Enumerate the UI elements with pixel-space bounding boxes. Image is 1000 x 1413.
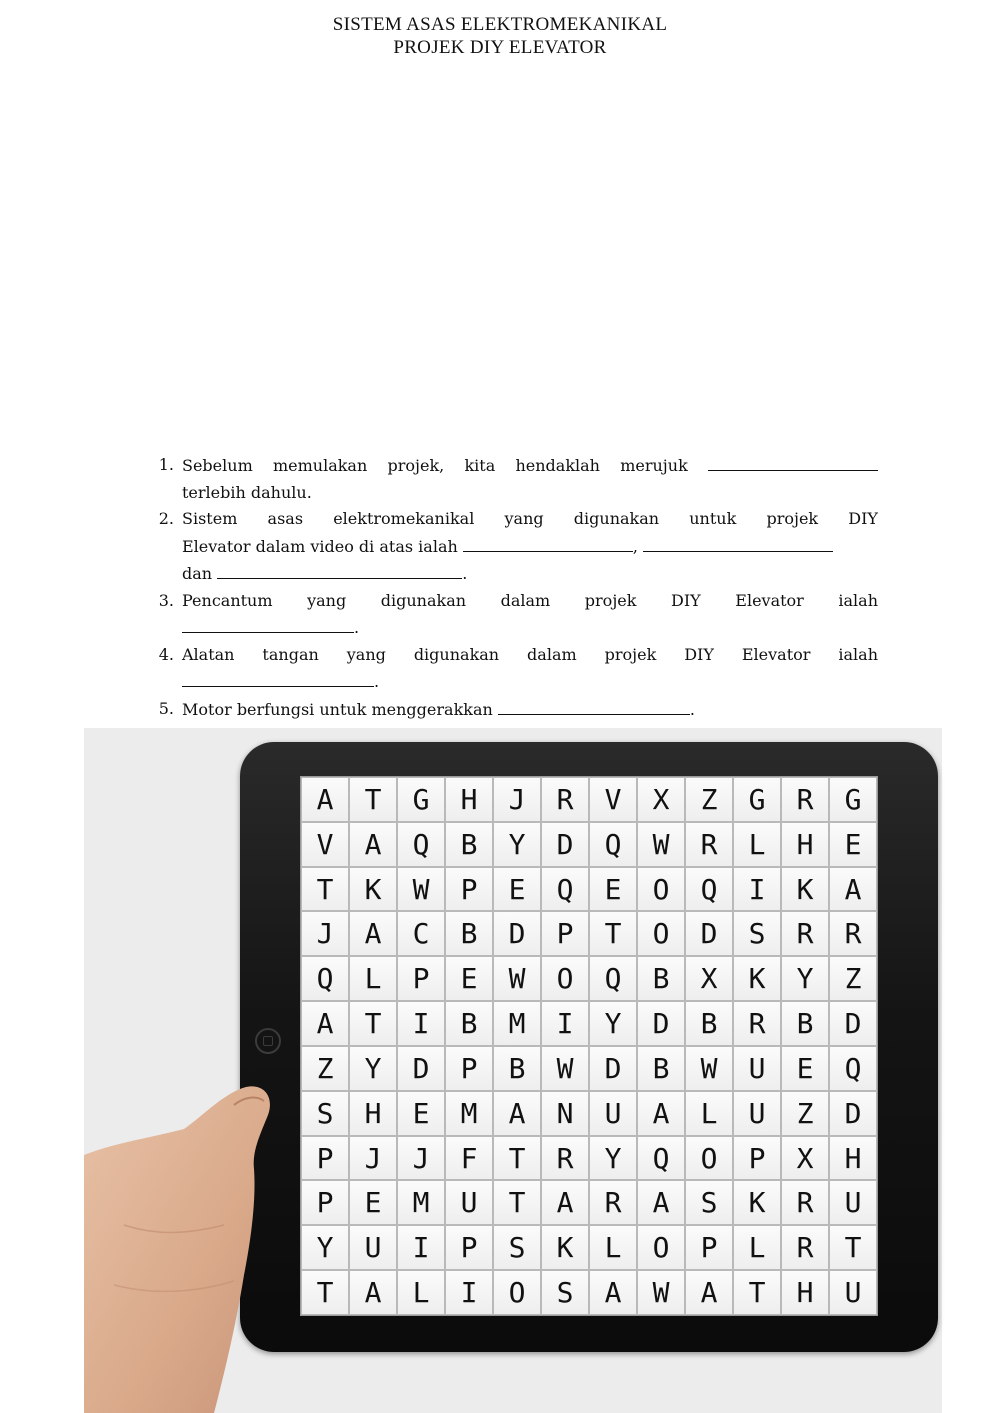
grid-cell[interactable]: P	[445, 1046, 493, 1091]
grid-cell[interactable]: P	[301, 1180, 349, 1225]
grid-cell[interactable]: U	[733, 1091, 781, 1136]
answer-blank-2b[interactable]	[643, 533, 833, 552]
grid-cell[interactable]: R	[781, 1225, 829, 1270]
grid-cell[interactable]: U	[589, 1091, 637, 1136]
grid-cell[interactable]: Q	[829, 1046, 877, 1091]
grid-cell[interactable]: T	[733, 1270, 781, 1315]
grid-cell[interactable]: O	[541, 956, 589, 1001]
grid-cell[interactable]: H	[349, 1091, 397, 1136]
grid-cell[interactable]: Y	[589, 1001, 637, 1046]
grid-cell[interactable]: H	[445, 777, 493, 822]
grid-cell[interactable]: B	[445, 822, 493, 867]
grid-cell[interactable]: L	[733, 822, 781, 867]
grid-cell[interactable]: I	[541, 1001, 589, 1046]
grid-cell[interactable]: S	[301, 1091, 349, 1136]
grid-cell[interactable]: G	[829, 777, 877, 822]
grid-cell[interactable]: P	[445, 867, 493, 912]
grid-cell[interactable]: X	[781, 1136, 829, 1181]
question-4: 4. Alatan tangan yang digunakan dalam projek DIY Elevator ialah .	[148, 642, 878, 696]
grid-cell[interactable]: Q	[397, 822, 445, 867]
grid-cell[interactable]: P	[445, 1225, 493, 1270]
grid-cell[interactable]: W	[541, 1046, 589, 1091]
grid-cell[interactable]: M	[445, 1091, 493, 1136]
grid-cell[interactable]: H	[781, 822, 829, 867]
grid-cell[interactable]: W	[493, 956, 541, 1001]
grid-cell[interactable]: U	[829, 1270, 877, 1315]
grid-cell[interactable]: D	[685, 911, 733, 956]
grid-cell[interactable]: Y	[493, 822, 541, 867]
grid-cell[interactable]: U	[445, 1180, 493, 1225]
grid-cell[interactable]: O	[637, 911, 685, 956]
grid-cell[interactable]: D	[829, 1001, 877, 1046]
grid-cell[interactable]: G	[397, 777, 445, 822]
grid-cell[interactable]: A	[541, 1180, 589, 1225]
answer-blank-3[interactable]	[182, 614, 354, 633]
grid-cell[interactable]: S	[685, 1180, 733, 1225]
grid-cell[interactable]: J	[397, 1136, 445, 1181]
grid-cell[interactable]: S	[541, 1270, 589, 1315]
home-button-icon	[255, 1028, 281, 1054]
grid-cell[interactable]: K	[733, 956, 781, 1001]
grid-cell[interactable]: K	[349, 867, 397, 912]
grid-cell[interactable]: A	[493, 1091, 541, 1136]
grid-cell[interactable]: U	[733, 1046, 781, 1091]
grid-cell[interactable]: W	[637, 1270, 685, 1315]
grid-cell[interactable]: P	[301, 1136, 349, 1181]
hand-icon	[84, 1085, 314, 1413]
grid-cell[interactable]: E	[589, 867, 637, 912]
grid-cell[interactable]: L	[589, 1225, 637, 1270]
question-1: 1. Sebelum memulakan projek, kita hendaklah merujuk terlebih dahulu.	[148, 452, 878, 506]
grid-cell[interactable]: E	[829, 822, 877, 867]
grid-cell[interactable]: A	[589, 1270, 637, 1315]
grid-cell[interactable]: B	[493, 1046, 541, 1091]
grid-cell[interactable]: B	[637, 1046, 685, 1091]
question-2: 2. Sistem asas elektromekanikal yang digunakan untuk projek DIY Elevator dalam video di atas ialah , dan .	[148, 506, 878, 588]
grid-cell[interactable]: H	[781, 1270, 829, 1315]
grid-cell[interactable]: V	[589, 777, 637, 822]
grid-cell[interactable]: B	[445, 1001, 493, 1046]
word-search-grid	[300, 776, 878, 1316]
grid-cell[interactable]: T	[301, 867, 349, 912]
question-4-text: Alatan tangan yang digunakan dalam projek DIY Elevator ialah	[182, 644, 878, 664]
grid-cell[interactable]: N	[541, 1091, 589, 1136]
grid-cell[interactable]: M	[397, 1180, 445, 1225]
grid-cell[interactable]: C	[397, 911, 445, 956]
grid-cell[interactable]: K	[781, 867, 829, 912]
grid-cell[interactable]: Y	[301, 1225, 349, 1270]
answer-blank-1[interactable]	[708, 452, 878, 471]
grid-cell[interactable]: G	[733, 777, 781, 822]
grid-cell[interactable]: P	[397, 956, 445, 1001]
answer-blank-2c[interactable]	[217, 560, 462, 579]
grid-cell[interactable]: Z	[685, 777, 733, 822]
grid-cell[interactable]: E	[445, 956, 493, 1001]
grid-cell[interactable]: A	[637, 1180, 685, 1225]
grid-cell[interactable]: D	[493, 911, 541, 956]
grid-cell[interactable]: T	[829, 1225, 877, 1270]
grid-cell[interactable]: S	[493, 1225, 541, 1270]
grid-cell[interactable]: A	[301, 1001, 349, 1046]
grid-cell[interactable]: R	[781, 777, 829, 822]
grid-cell[interactable]: O	[637, 1225, 685, 1270]
grid-cell[interactable]: W	[637, 822, 685, 867]
grid-cell[interactable]: Z	[829, 956, 877, 1001]
grid-cell[interactable]: I	[733, 867, 781, 912]
grid-cell[interactable]: P	[733, 1136, 781, 1181]
grid-cell[interactable]: U	[829, 1180, 877, 1225]
grid-cell[interactable]: Q	[541, 867, 589, 912]
grid-cell[interactable]: R	[781, 1180, 829, 1225]
grid-cell[interactable]: A	[685, 1270, 733, 1315]
page-subtitle: PROJEK DIY ELEVATOR	[393, 37, 607, 58]
grid-cell[interactable]: A	[349, 911, 397, 956]
grid-cell[interactable]: J	[349, 1136, 397, 1181]
grid-cell[interactable]: D	[637, 1001, 685, 1046]
grid-cell[interactable]: T	[493, 1136, 541, 1181]
answer-blank-5[interactable]	[498, 696, 690, 715]
grid-cell[interactable]: D	[589, 1046, 637, 1091]
answer-blank-2a[interactable]	[463, 533, 633, 552]
grid-cell[interactable]: A	[349, 1270, 397, 1315]
grid-cell[interactable]: U	[349, 1225, 397, 1270]
grid-cell[interactable]: Y	[781, 956, 829, 1001]
grid-cell[interactable]: O	[493, 1270, 541, 1315]
grid-cell[interactable]: O	[637, 867, 685, 912]
grid-cell[interactable]: L	[397, 1270, 445, 1315]
grid-cell[interactable]: S	[733, 911, 781, 956]
question-5-text: Motor berfungsi untuk menggerakkan	[182, 699, 493, 719]
grid-cell[interactable]: Q	[589, 956, 637, 1001]
grid-cell[interactable]: R	[541, 1136, 589, 1181]
grid-cell[interactable]: R	[781, 911, 829, 956]
grid-cell[interactable]: R	[541, 777, 589, 822]
grid-cell[interactable]: B	[685, 1001, 733, 1046]
grid-cell[interactable]: K	[733, 1180, 781, 1225]
grid-cell[interactable]: Q	[589, 822, 637, 867]
grid-cell[interactable]: F	[445, 1136, 493, 1181]
answer-blank-4[interactable]	[182, 668, 374, 687]
grid-cell[interactable]: W	[685, 1046, 733, 1091]
grid-cell[interactable]: R	[829, 911, 877, 956]
grid-cell[interactable]: M	[493, 1001, 541, 1046]
grid-cell[interactable]: J	[493, 777, 541, 822]
grid-cell[interactable]: T	[349, 777, 397, 822]
grid-cell[interactable]: I	[397, 1225, 445, 1270]
grid-cell[interactable]: I	[445, 1270, 493, 1315]
grid-cell[interactable]: L	[733, 1225, 781, 1270]
grid-cell[interactable]: Y	[349, 1046, 397, 1091]
grid-cell[interactable]: P	[685, 1225, 733, 1270]
grid-cell[interactable]: X	[685, 956, 733, 1001]
grid-cell[interactable]: E	[781, 1046, 829, 1091]
grid-cell[interactable]: A	[301, 777, 349, 822]
grid-cell[interactable]: Q	[637, 1136, 685, 1181]
page-title: SISTEM ASAS ELEKTROMEKANIKAL	[332, 14, 668, 35]
grid-cell[interactable]: W	[397, 867, 445, 912]
grid-cell[interactable]: R	[685, 822, 733, 867]
grid-cell[interactable]: O	[685, 1136, 733, 1181]
grid-cell[interactable]: L	[685, 1091, 733, 1136]
grid-cell[interactable]: A	[349, 822, 397, 867]
grid-cell[interactable]: V	[301, 822, 349, 867]
grid-cell[interactable]: J	[301, 911, 349, 956]
grid-cell[interactable]: T	[589, 911, 637, 956]
grid-cell[interactable]: X	[637, 777, 685, 822]
grid-cell[interactable]: A	[637, 1091, 685, 1136]
grid-cell[interactable]: B	[781, 1001, 829, 1046]
grid-cell[interactable]: E	[397, 1091, 445, 1136]
grid-cell[interactable]: D	[829, 1091, 877, 1136]
grid-cell[interactable]: E	[349, 1180, 397, 1225]
grid-cell[interactable]: Q	[301, 956, 349, 1001]
question-5: 5. Motor berfungsi untuk menggerakkan .	[148, 696, 878, 724]
grid-cell[interactable]: Z	[301, 1046, 349, 1091]
question-list	[148, 452, 878, 723]
grid-cell[interactable]: P	[541, 911, 589, 956]
grid-cell[interactable]: R	[589, 1180, 637, 1225]
question-2-text: Sistem asas elektromekanikal yang digunakan untuk projek DIY	[182, 509, 878, 528]
grid-cell[interactable]: D	[541, 822, 589, 867]
grid-cell[interactable]: A	[829, 867, 877, 912]
question-3: 3. Pencantum yang digunakan dalam projek DIY Elevator ialah .	[148, 588, 878, 642]
grid-cell[interactable]: H	[829, 1136, 877, 1181]
grid-cell[interactable]: Y	[589, 1136, 637, 1181]
question-1-text: Sebelum memulakan projek, kita hendaklah merujuk	[182, 456, 688, 475]
grid-cell[interactable]: R	[733, 1001, 781, 1046]
grid-cell[interactable]: L	[349, 956, 397, 1001]
grid-cell[interactable]: Z	[781, 1091, 829, 1136]
grid-cell[interactable]: T	[301, 1270, 349, 1315]
grid-cell[interactable]: T	[349, 1001, 397, 1046]
grid-cell[interactable]: B	[637, 956, 685, 1001]
question-3-text: Pencantum yang digunakan dalam projek DIY Elevator ialah	[182, 590, 878, 610]
grid-cell[interactable]: I	[397, 1001, 445, 1046]
grid-cell[interactable]: B	[445, 911, 493, 956]
grid-cell[interactable]: T	[493, 1180, 541, 1225]
grid-cell[interactable]: Q	[685, 867, 733, 912]
grid-cell[interactable]: E	[493, 867, 541, 912]
grid-cell[interactable]: K	[541, 1225, 589, 1270]
grid-cell[interactable]: D	[397, 1046, 445, 1091]
question-1-cont: terlebih dahulu.	[182, 482, 312, 502]
